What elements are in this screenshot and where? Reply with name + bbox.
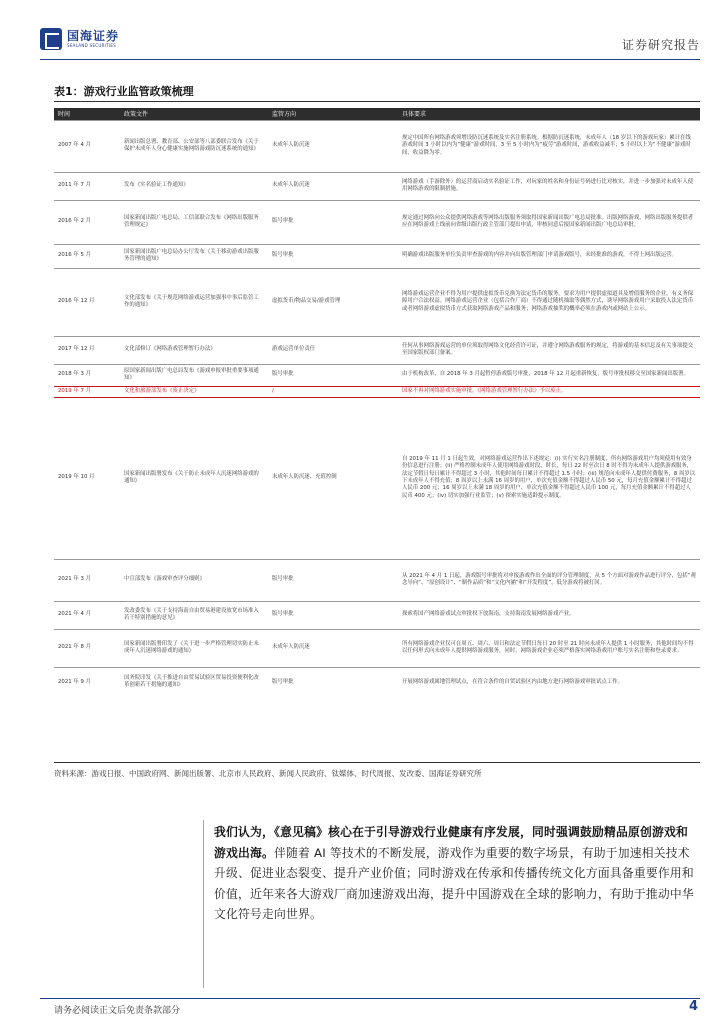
cell-policy-doc: 文化和旅游部发布《废止决定》	[120, 386, 268, 397]
table-row	[54, 559, 700, 601]
header-divider	[40, 59, 700, 60]
cell-direction: 版号审批	[268, 244, 398, 268]
cell-direction: 未成年人防沉迷	[268, 172, 398, 200]
cell-time: 2017 年 12 月	[54, 336, 120, 364]
cell-time: 2016 年 2 月	[54, 200, 120, 244]
paragraph-side-rule	[203, 820, 204, 988]
cell-requirements: 网络游戏（手游除外）的运营商启动实名验证工作，对玩家的姓名和身份证号码进行比对核实，并进一步加强对未成年人使用网络游戏的限制措施。	[398, 172, 700, 200]
cell-policy-doc: 国家新闻出版广电总局办公厅发布《关于移动游戏出版服务管理的通知》	[120, 244, 268, 268]
cell-time: 2016 年 5 月	[54, 244, 120, 268]
cell-policy-doc: 中宣部发布《游戏审查评分细则》	[120, 559, 268, 601]
footer-disclaimer: 请务必阅读正文后免责条款部分	[54, 1006, 181, 1016]
report-type: 证券研究报告	[621, 38, 700, 52]
cell-time: 2021 年 9 月	[54, 667, 120, 697]
cell-policy-doc: 国家新闻出版广电总局、工信部联合发布《网络出版服务管理规定》	[120, 200, 268, 244]
column-header-direction: 监管方向	[268, 108, 398, 120]
cell-requirements: 国家不再对网络游戏实施审批，《网络游戏管理暂行办法》予以废止。	[398, 386, 700, 397]
cell-direction: 版号审批	[268, 200, 398, 244]
cell-time: 2021 年 4 月	[54, 601, 120, 629]
cell-direction: 虚拟货币/物品交易/游戏管理	[268, 268, 398, 336]
table-row	[54, 386, 700, 397]
cell-direction: 未成年人防沉迷	[268, 120, 398, 172]
cell-requirements: 所有网络游戏企业仅可在周五、周六、周日和法定节假日每日 20 时至 21 时向未成年人提供 1 小时服务，其他时间均不得以任何形式向未成年人提供网络游戏服务，同时，网络游戏企业必须严格落实网络游戏用户账号实名注册和登录要求。	[398, 629, 700, 667]
cell-policy-doc: 国家新闻出版署发布《关于防止未成年人沉迷网络游戏的通知》	[120, 397, 268, 559]
table-title: 表1：游戏行业监管政策梳理	[54, 85, 194, 98]
cell-policy-doc: 原国家新闻出版广电总局发布《游戏申报审批重要事项通知》	[120, 364, 268, 386]
source-note: 资料来源：游戏日报、中国政府网、新闻出版署、北京市人民政府、新闻人民政府、钛媒体、时代周报、发改委、国海证券研究所	[54, 769, 482, 778]
cell-policy-doc: 文化部发布《关于规范网络游戏运营加强事中事后监管工作的通知》	[120, 268, 268, 336]
cell-time: 2021 年 3 月	[54, 559, 120, 601]
cell-time: 2019 年 7 月	[54, 386, 120, 397]
cell-policy-doc: 发布《实名验证工作通知》	[120, 172, 268, 200]
cell-policy-doc: 文化部修订《网络游戏管理暂行办法》	[120, 336, 268, 364]
column-header-doc: 政策文件	[120, 108, 268, 120]
table-row	[54, 629, 700, 667]
cell-requirements: 明确游戏出版服务单位负责审查游戏的内容并向出版管理部门申请游戏版号，未经批准的游戏，不得上网出版运营。	[398, 244, 700, 268]
table-row	[54, 667, 700, 697]
cell-policy-doc: 发改委发布《关于支持海南自由贸易港建设放宽市场准入若干特别措施的意见》	[120, 601, 268, 629]
cell-requirements: 探索将国产网络游戏试点审批权下放海南，支持海南发展网络游戏产业。	[398, 601, 700, 629]
logo-name-en: SEALAND SECURITIES	[67, 42, 117, 48]
company-logo	[40, 28, 119, 50]
table-row	[54, 397, 700, 559]
cell-time: 2018 年 3 月	[54, 364, 120, 386]
table-row	[54, 336, 700, 364]
cell-requirements: 规定中国所有网络游戏须增设防沉迷系统及实名注册系统。根据防沉迷系统，未成年人（18 岁以下的游戏玩家）累计在线游戏时间 3 小时以内为“健康”游戏时间，3 至 5 小时内为“疲劳”游戏时间，游戏收益减半；5 小时以上为“不健康”游戏时间，收益降为零。	[398, 120, 700, 172]
cell-requirements: 任何从事网络游戏运营的单位须取得网络文化经营许可证，并遵守网络游戏服务的规定，将游戏的基本信息及有关事项提交至国家版权部门备案。	[398, 336, 700, 364]
source-divider	[54, 762, 700, 763]
column-header-time: 时间	[54, 108, 120, 120]
cell-direction: 未成年人防沉迷	[268, 629, 398, 667]
page-number: 4	[688, 999, 698, 1014]
logo-name-cn: 国海证券	[67, 28, 120, 43]
cell-requirements: 开展网络游戏属地管理试点，在符合条件的自贸试验区内由地方进行网络游戏审批试点工作。	[398, 667, 700, 697]
cell-time: 2021 年 8 月	[54, 629, 120, 667]
table-header-row	[54, 108, 700, 120]
cell-policy-doc: 国务院印发《关于推进自由贸易试验区贸易投资便利化改革创新若干措施的通知》	[120, 667, 268, 697]
cell-requirements: 由于机构改革，自 2018 年 3 月起暂停游戏版号审批，2018 年 12 月起重新恢复，版号审批权移交至国家新闻出版署。	[398, 364, 700, 386]
table-title-divider	[54, 101, 700, 102]
cell-direction: 未成年人防沉迷、充值控制	[268, 397, 398, 559]
cell-time: 2011 年 7 月	[54, 172, 120, 200]
table-row	[54, 601, 700, 629]
cell-time: 2016 年 12 月	[54, 268, 120, 336]
column-header-requirements: 具体要求	[398, 108, 700, 120]
cell-direction: 版号审批	[268, 364, 398, 386]
table-row	[54, 200, 700, 244]
cell-direction: 版号审批	[268, 601, 398, 629]
cell-direction: 版号审批	[268, 559, 398, 601]
paragraph-lead: 我们认为，《意见稿》核心在于引导游戏行业健康有序发展，同时强调鼓励精品原创游戏和游戏出海。	[214, 825, 688, 860]
table-row	[54, 120, 700, 172]
footer-divider	[40, 998, 700, 999]
table-row	[54, 244, 700, 268]
cell-direction: 游戏运营单位责任	[268, 336, 398, 364]
cell-direction: /	[268, 386, 398, 397]
table-row	[54, 172, 700, 200]
cell-requirements: 自 2019 年 11 月 1 日起生效，对网络游戏运营作出下述规定：(i) 实行实名注册制度，所有网络游戏用户均须使用有效身份信息进行注册；(ii) 严格控制未成年人使用网络游戏时段、时长，每日 22 时至次日 8 时不得为未成年人提供游戏服务，法定节假日每日累计不得超过 3 小时，其他时间每日累计不得超过 1.5 小时；(iii) 规范向未成年人提供付费服务，8 周岁以下未成年人不得充值；8 周岁以上未满 16 周岁的用户，单次充值金额不得超过人民币 50 元，每月充值金额累计不得超过人民币 200 元；16 周岁以上未满 18 周岁的用户，单次充值金额不得超过人民币 100 元，每月充值金额累计不得超过人民币 400 元；(iv) 切实加强行业监管；(v) 探索实施适龄提示制度。	[398, 397, 700, 559]
cell-time: 2007 年 4 月	[54, 120, 120, 172]
cell-direction: 版号审批	[268, 667, 398, 697]
cell-requirements: 规定通过网络向公众提供网络游戏等网络出版服务须取得国家新闻出版广电总局批准。出版网络游戏，网络出版服务提供者应在网络游戏上线前向省级出版行政主管部门提出申请，审核同意后报国家新闻出版广电总局审批。	[398, 200, 700, 244]
cell-time: 2019 年 10 月	[54, 397, 120, 559]
table-row	[54, 268, 700, 336]
logo-icon	[40, 28, 62, 50]
table-row	[54, 364, 700, 386]
cell-requirements: 网络游戏运营企业不得为用户提供虚拟货币兑换为法定货币的服务。要求为用户提供虚拟道具及增值服务的企业，有义务保障用户合法权益。网络游戏运营企业（包括合作厂商）不得通过随机抽取等偶然方式，诱导网络游戏用户采取投入法定货币或者网络游戏虚拟货币方式获取网络游戏产品和服务；网络游戏抽奖的概率必须在游戏内或网站上公示。	[398, 268, 700, 336]
analysis-paragraph	[214, 822, 698, 925]
policy-table	[54, 108, 700, 697]
paragraph-body: 伴随着 AI 等技术的不断发展，游戏作为重要的数字场景，有助于加速相关技术升级、促进业态裂变、提升产业价值；同时游戏在传承和传播传统文化方面具备重要作用和价值，近年来各大游戏厂商加速游戏出海，提升中国游戏在全球的影响力，有助于推动中华文化符号走向世界。	[214, 845, 694, 921]
page-header	[40, 28, 700, 56]
cell-requirements: 从 2021 年 4 月 1 日起，游戏版号审批将对申报游戏作出全面的评分管理制度，从 5 个方面对游戏作品进行评分，包括“观念导向”、“原创设计”、“制作品质”和“文化内涵”和“开发程度”，低分游戏将被打回。	[398, 559, 700, 601]
cell-policy-doc: 新闻出版总署、教育部、公安部等八部委联合发布《关于保护未成年人身心健康实施网络游戏防沉迷系统的通知》	[120, 120, 268, 172]
cell-policy-doc: 国家新闻出版署印发了《关于进一步严格管理切实防止未成年人沉迷网络游戏的通知》	[120, 629, 268, 667]
